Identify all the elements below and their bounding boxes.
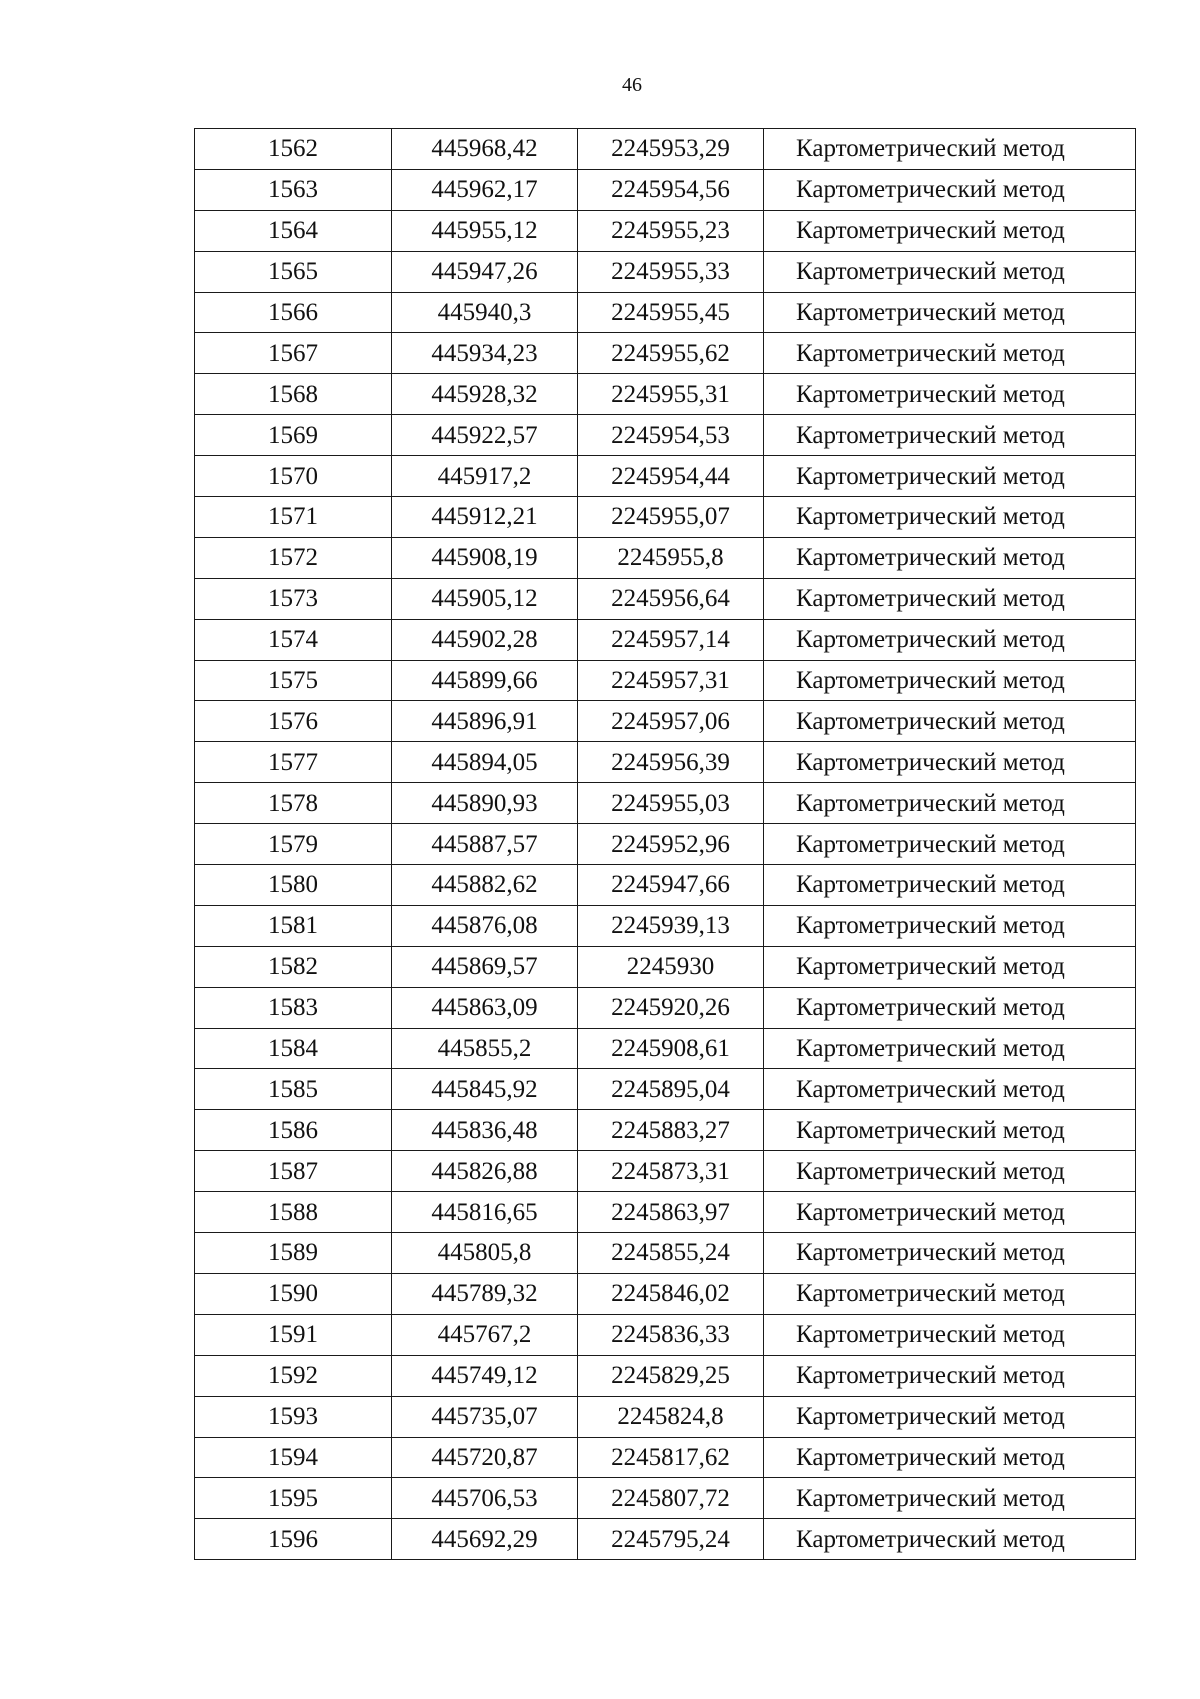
table-row	[195, 1151, 1136, 1192]
x-coordinate-cell: 445749,12	[392, 1355, 578, 1396]
point-number-cell: 1568	[195, 374, 392, 415]
x-coordinate-cell: 445894,05	[392, 742, 578, 783]
method-cell: Картометрический метод	[764, 1192, 1136, 1233]
x-coordinate-cell: 445692,29	[392, 1519, 578, 1560]
x-coordinate-cell: 445876,08	[392, 905, 578, 946]
x-coordinate-cell: 445789,32	[392, 1273, 578, 1314]
x-coordinate-cell: 445912,21	[392, 497, 578, 538]
y-coordinate-cell: 2245947,66	[578, 865, 764, 906]
y-coordinate-cell: 2245955,23	[578, 210, 764, 251]
method-cell: Картометрический метод	[764, 169, 1136, 210]
table-row	[195, 660, 1136, 701]
table-row	[195, 824, 1136, 865]
y-coordinate-cell: 2245957,31	[578, 660, 764, 701]
method-cell: Картометрический метод	[764, 1233, 1136, 1274]
table-row	[195, 456, 1136, 497]
y-coordinate-cell: 2245829,25	[578, 1355, 764, 1396]
table-row	[195, 415, 1136, 456]
point-number-cell: 1573	[195, 578, 392, 619]
table-row	[195, 1478, 1136, 1519]
x-coordinate-cell: 445896,91	[392, 701, 578, 742]
x-coordinate-cell: 445816,65	[392, 1192, 578, 1233]
table-row	[195, 905, 1136, 946]
point-number-cell: 1569	[195, 415, 392, 456]
method-cell: Картометрический метод	[764, 415, 1136, 456]
method-cell: Картометрический метод	[764, 824, 1136, 865]
x-coordinate-cell: 445805,8	[392, 1233, 578, 1274]
point-number-cell: 1572	[195, 537, 392, 578]
table-row	[195, 578, 1136, 619]
x-coordinate-cell: 445917,2	[392, 456, 578, 497]
y-coordinate-cell: 2245954,44	[578, 456, 764, 497]
method-cell: Картометрический метод	[764, 497, 1136, 538]
method-cell: Картометрический метод	[764, 1151, 1136, 1192]
y-coordinate-cell: 2245955,62	[578, 333, 764, 374]
point-number-cell: 1575	[195, 660, 392, 701]
method-cell: Картометрический метод	[764, 1355, 1136, 1396]
table-row	[195, 946, 1136, 987]
y-coordinate-cell: 2245954,56	[578, 169, 764, 210]
point-number-cell: 1591	[195, 1314, 392, 1355]
x-coordinate-cell: 445836,48	[392, 1110, 578, 1151]
method-cell: Картометрический метод	[764, 660, 1136, 701]
method-cell: Картометрический метод	[764, 742, 1136, 783]
x-coordinate-cell: 445962,17	[392, 169, 578, 210]
method-cell: Картометрический метод	[764, 865, 1136, 906]
x-coordinate-cell: 445934,23	[392, 333, 578, 374]
point-number-cell: 1586	[195, 1110, 392, 1151]
y-coordinate-cell: 2245956,39	[578, 742, 764, 783]
point-number-cell: 1582	[195, 946, 392, 987]
point-number-cell: 1574	[195, 619, 392, 660]
x-coordinate-cell: 445940,3	[392, 292, 578, 333]
table-row	[195, 987, 1136, 1028]
point-number-cell: 1590	[195, 1273, 392, 1314]
method-cell: Картометрический метод	[764, 537, 1136, 578]
y-coordinate-cell: 2245873,31	[578, 1151, 764, 1192]
point-number-cell: 1576	[195, 701, 392, 742]
table-row	[195, 1110, 1136, 1151]
table-row	[195, 1519, 1136, 1560]
point-number-cell: 1595	[195, 1478, 392, 1519]
method-cell: Картометрический метод	[764, 1396, 1136, 1437]
table-row	[195, 1314, 1136, 1355]
table-row	[195, 374, 1136, 415]
y-coordinate-cell: 2245863,97	[578, 1192, 764, 1233]
x-coordinate-cell: 445928,32	[392, 374, 578, 415]
table-row	[195, 210, 1136, 251]
method-cell: Картометрический метод	[764, 1273, 1136, 1314]
method-cell: Картометрический метод	[764, 1069, 1136, 1110]
table-row	[195, 1437, 1136, 1478]
point-number-cell: 1588	[195, 1192, 392, 1233]
x-coordinate-cell: 445735,07	[392, 1396, 578, 1437]
table-row	[195, 1192, 1136, 1233]
table-row	[195, 865, 1136, 906]
method-cell: Картометрический метод	[764, 1478, 1136, 1519]
method-cell: Картометрический метод	[764, 1314, 1136, 1355]
method-cell: Картометрический метод	[764, 1110, 1136, 1151]
table-row	[195, 292, 1136, 333]
point-number-cell: 1578	[195, 783, 392, 824]
y-coordinate-cell: 2245957,06	[578, 701, 764, 742]
x-coordinate-cell: 445845,92	[392, 1069, 578, 1110]
point-number-cell: 1581	[195, 905, 392, 946]
point-number-cell: 1562	[195, 129, 392, 170]
point-number-cell: 1566	[195, 292, 392, 333]
method-cell: Картометрический метод	[764, 946, 1136, 987]
point-number-cell: 1593	[195, 1396, 392, 1437]
point-number-cell: 1571	[195, 497, 392, 538]
coordinates-table	[194, 128, 1136, 1560]
table-row	[195, 701, 1136, 742]
y-coordinate-cell: 2245955,8	[578, 537, 764, 578]
y-coordinate-cell: 2245807,72	[578, 1478, 764, 1519]
x-coordinate-cell: 445908,19	[392, 537, 578, 578]
table-row	[195, 497, 1136, 538]
table-row	[195, 1028, 1136, 1069]
method-cell: Картометрический метод	[764, 1437, 1136, 1478]
x-coordinate-cell: 445905,12	[392, 578, 578, 619]
y-coordinate-cell: 2245939,13	[578, 905, 764, 946]
y-coordinate-cell: 2245956,64	[578, 578, 764, 619]
y-coordinate-cell: 2245955,31	[578, 374, 764, 415]
point-number-cell: 1592	[195, 1355, 392, 1396]
y-coordinate-cell: 2245846,02	[578, 1273, 764, 1314]
method-cell: Картометрический метод	[764, 333, 1136, 374]
x-coordinate-cell: 445887,57	[392, 824, 578, 865]
x-coordinate-cell: 445855,2	[392, 1028, 578, 1069]
point-number-cell: 1563	[195, 169, 392, 210]
x-coordinate-cell: 445706,53	[392, 1478, 578, 1519]
table-row	[195, 742, 1136, 783]
x-coordinate-cell: 445890,93	[392, 783, 578, 824]
table-row	[195, 1069, 1136, 1110]
method-cell: Картометрический метод	[764, 619, 1136, 660]
point-number-cell: 1570	[195, 456, 392, 497]
table-row	[195, 1396, 1136, 1437]
x-coordinate-cell: 445947,26	[392, 251, 578, 292]
table-row	[195, 251, 1136, 292]
x-coordinate-cell: 445826,88	[392, 1151, 578, 1192]
point-number-cell: 1565	[195, 251, 392, 292]
y-coordinate-cell: 2245920,26	[578, 987, 764, 1028]
point-number-cell: 1584	[195, 1028, 392, 1069]
table-row	[195, 333, 1136, 374]
point-number-cell: 1594	[195, 1437, 392, 1478]
y-coordinate-cell: 2245952,96	[578, 824, 764, 865]
x-coordinate-cell: 445720,87	[392, 1437, 578, 1478]
method-cell: Картометрический метод	[764, 210, 1136, 251]
method-cell: Картометрический метод	[764, 783, 1136, 824]
point-number-cell: 1577	[195, 742, 392, 783]
table-row	[195, 783, 1136, 824]
x-coordinate-cell: 445882,62	[392, 865, 578, 906]
y-coordinate-cell: 2245955,45	[578, 292, 764, 333]
point-number-cell: 1587	[195, 1151, 392, 1192]
table-row	[195, 1233, 1136, 1274]
point-number-cell: 1567	[195, 333, 392, 374]
y-coordinate-cell: 2245953,29	[578, 129, 764, 170]
y-coordinate-cell: 2245955,07	[578, 497, 764, 538]
coordinates-table-body	[195, 129, 1136, 1560]
y-coordinate-cell: 2245824,8	[578, 1396, 764, 1437]
table-row	[195, 537, 1136, 578]
x-coordinate-cell: 445902,28	[392, 619, 578, 660]
y-coordinate-cell: 2245795,24	[578, 1519, 764, 1560]
point-number-cell: 1579	[195, 824, 392, 865]
x-coordinate-cell: 445968,42	[392, 129, 578, 170]
method-cell: Картометрический метод	[764, 292, 1136, 333]
method-cell: Картометрический метод	[764, 1028, 1136, 1069]
method-cell: Картометрический метод	[764, 701, 1136, 742]
method-cell: Картометрический метод	[764, 374, 1136, 415]
y-coordinate-cell: 2245908,61	[578, 1028, 764, 1069]
x-coordinate-cell: 445899,66	[392, 660, 578, 701]
x-coordinate-cell: 445955,12	[392, 210, 578, 251]
method-cell: Картометрический метод	[764, 578, 1136, 619]
y-coordinate-cell: 2245955,03	[578, 783, 764, 824]
point-number-cell: 1596	[195, 1519, 392, 1560]
method-cell: Картометрический метод	[764, 1519, 1136, 1560]
y-coordinate-cell: 2245855,24	[578, 1233, 764, 1274]
x-coordinate-cell: 445922,57	[392, 415, 578, 456]
method-cell: Картометрический метод	[764, 251, 1136, 292]
table-row	[195, 169, 1136, 210]
y-coordinate-cell: 2245817,62	[578, 1437, 764, 1478]
point-number-cell: 1589	[195, 1233, 392, 1274]
method-cell: Картометрический метод	[764, 905, 1136, 946]
y-coordinate-cell: 2245883,27	[578, 1110, 764, 1151]
y-coordinate-cell: 2245836,33	[578, 1314, 764, 1355]
point-number-cell: 1564	[195, 210, 392, 251]
y-coordinate-cell: 2245955,33	[578, 251, 764, 292]
y-coordinate-cell: 2245954,53	[578, 415, 764, 456]
y-coordinate-cell: 2245930	[578, 946, 764, 987]
page-number: 46	[622, 74, 642, 96]
x-coordinate-cell: 445863,09	[392, 987, 578, 1028]
point-number-cell: 1585	[195, 1069, 392, 1110]
y-coordinate-cell: 2245957,14	[578, 619, 764, 660]
table-row	[195, 1273, 1136, 1314]
method-cell: Картометрический метод	[764, 987, 1136, 1028]
method-cell: Картометрический метод	[764, 456, 1136, 497]
table-row	[195, 129, 1136, 170]
y-coordinate-cell: 2245895,04	[578, 1069, 764, 1110]
method-cell: Картометрический метод	[764, 129, 1136, 170]
x-coordinate-cell: 445869,57	[392, 946, 578, 987]
point-number-cell: 1583	[195, 987, 392, 1028]
table-row	[195, 1355, 1136, 1396]
point-number-cell: 1580	[195, 865, 392, 906]
x-coordinate-cell: 445767,2	[392, 1314, 578, 1355]
table-row	[195, 619, 1136, 660]
